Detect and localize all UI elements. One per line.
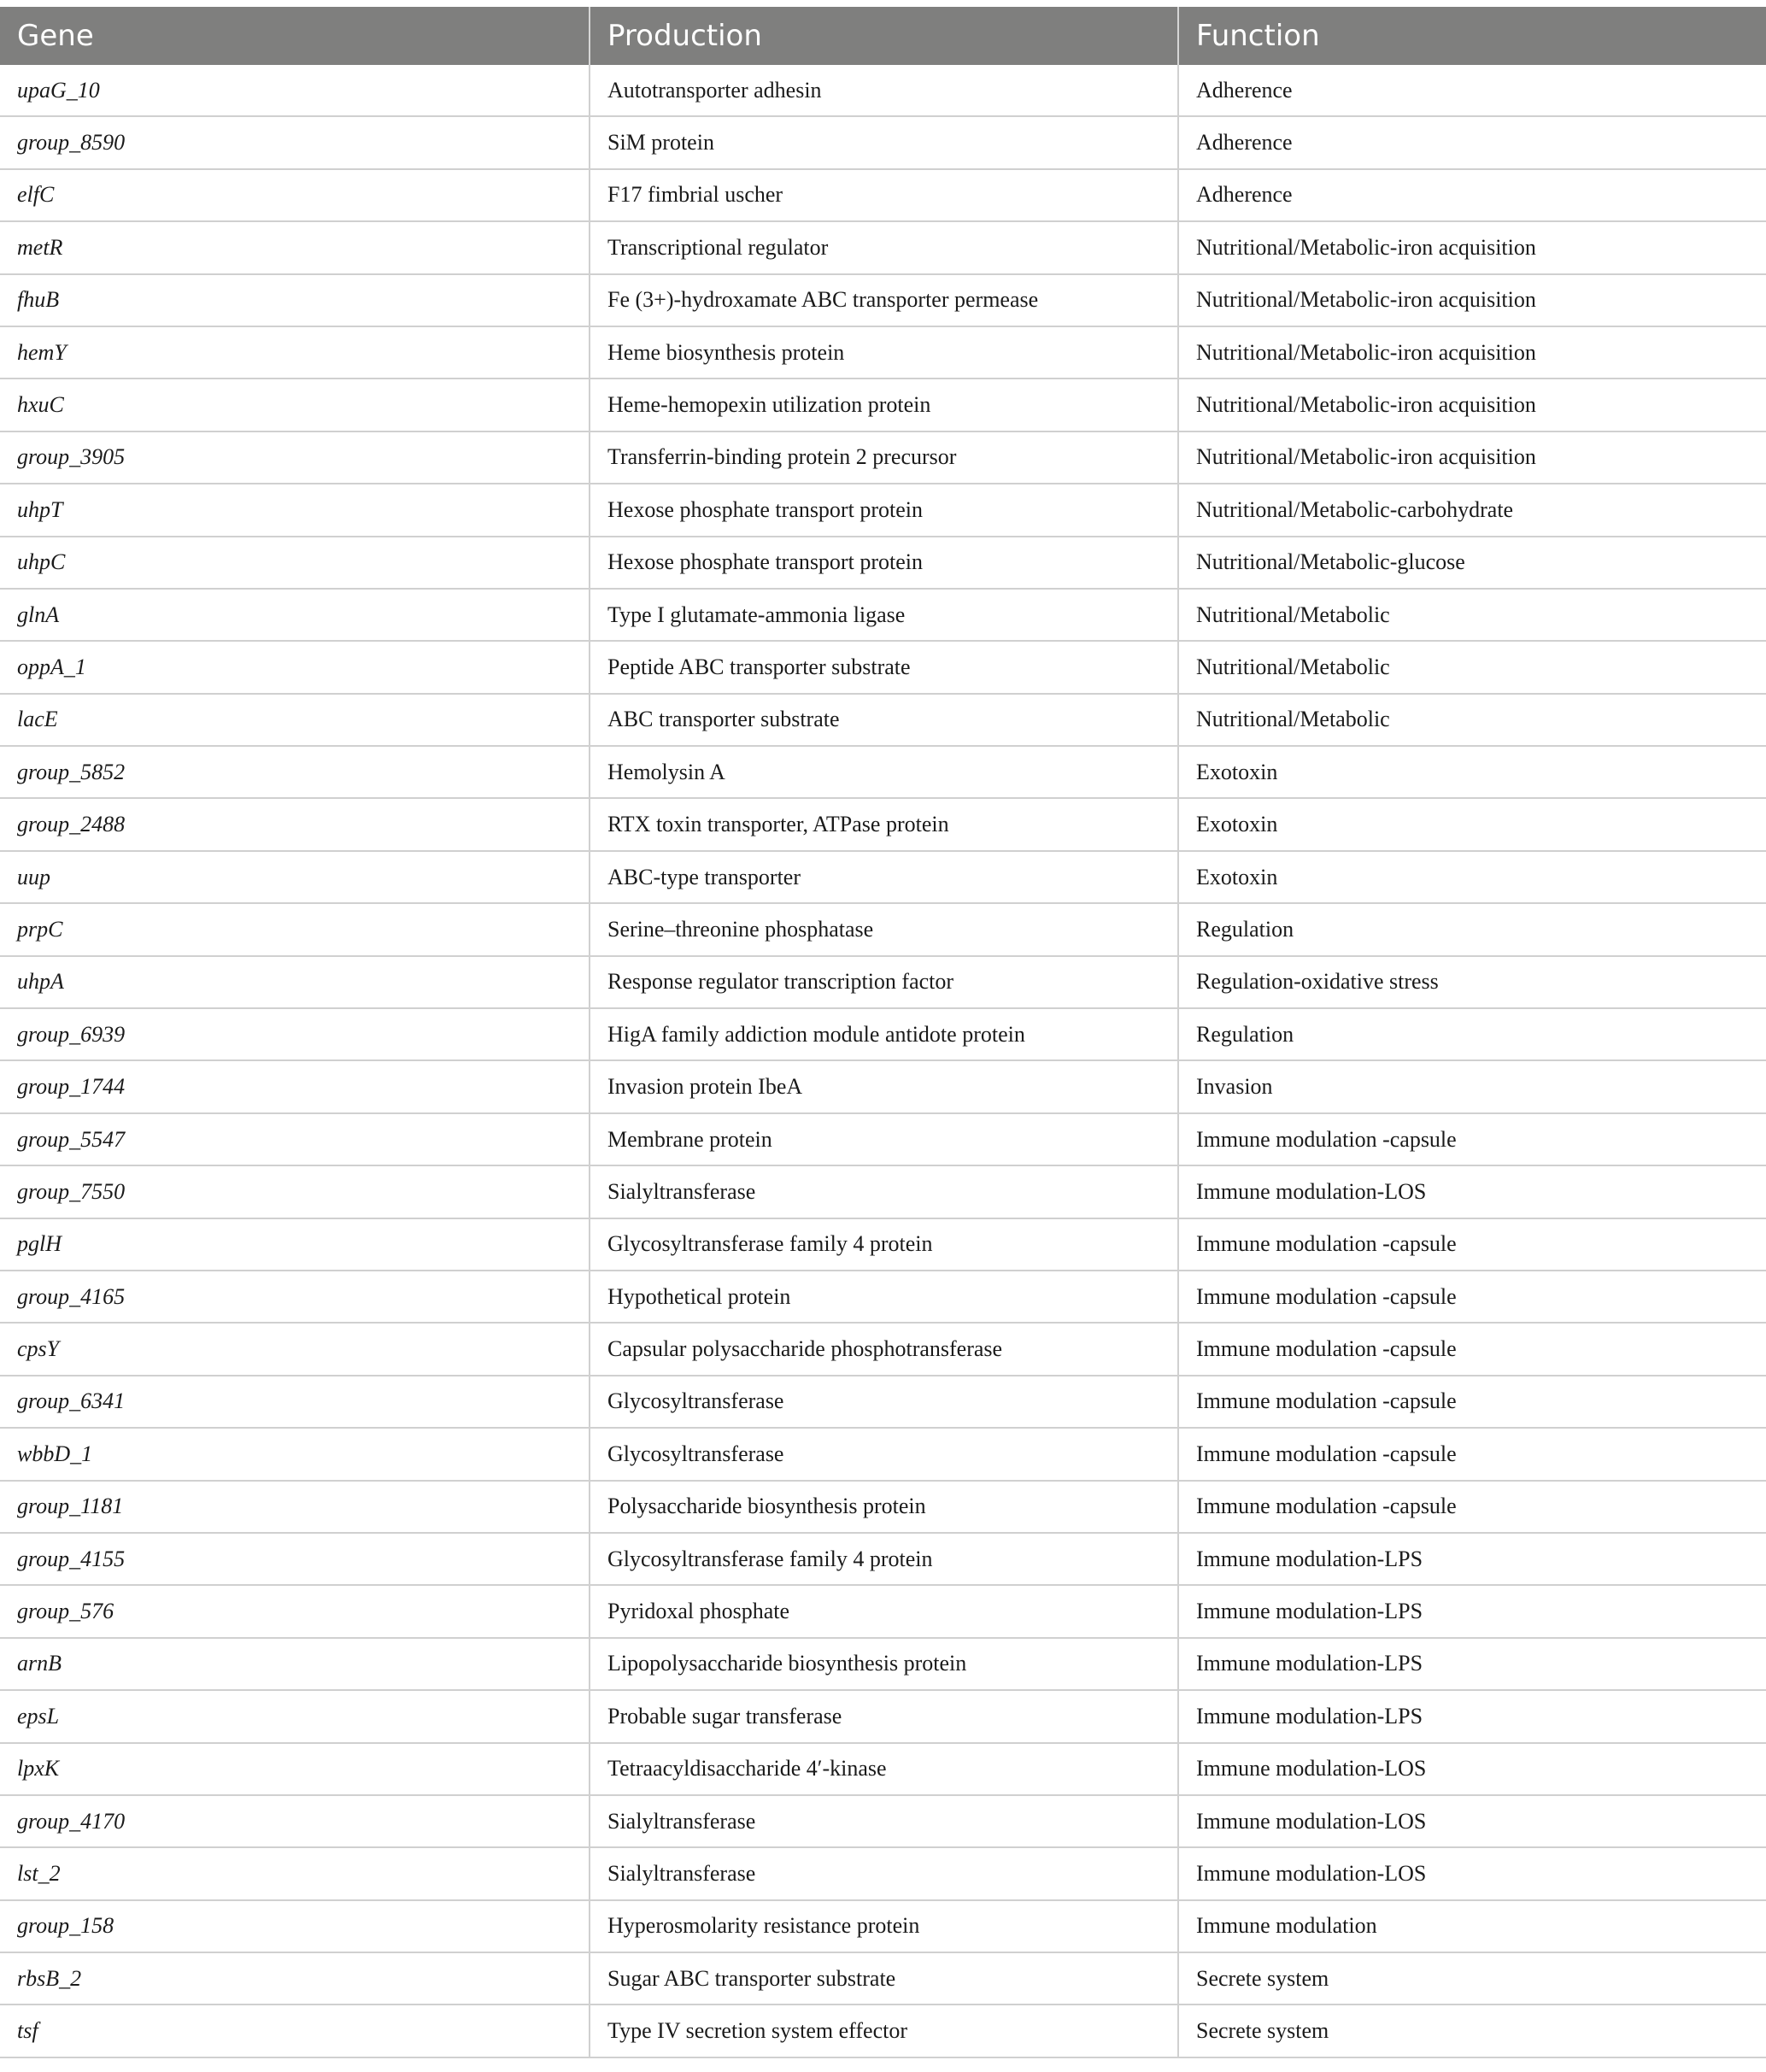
function-cell: Exotoxin bbox=[1178, 798, 1766, 850]
gene-cell: group_5852 bbox=[0, 746, 590, 798]
production-cell: ABC-type transporter bbox=[590, 851, 1178, 903]
gene-cell: uhpT bbox=[0, 484, 590, 536]
gene-cell: uup bbox=[0, 851, 590, 903]
table-row bbox=[0, 798, 1766, 850]
function-cell: Immune modulation -capsule bbox=[1178, 1481, 1766, 1533]
production-cell: Glycosyltransferase bbox=[590, 1428, 1178, 1480]
function-cell: Immune modulation-LOS bbox=[1178, 1795, 1766, 1847]
production-cell: Glycosyltransferase family 4 protein bbox=[590, 1533, 1178, 1585]
production-cell: RTX toxin transporter, ATPase protein bbox=[590, 798, 1178, 850]
gene-cell: group_6341 bbox=[0, 1376, 590, 1428]
gene-cell: epsL bbox=[0, 1690, 590, 1742]
production-cell: Sialyltransferase bbox=[590, 1795, 1178, 1847]
production-cell: Fe (3+)-hydroxamate ABC transporter permease bbox=[590, 274, 1178, 326]
function-cell: Immune modulation -capsule bbox=[1178, 1218, 1766, 1271]
table-row bbox=[0, 1271, 1766, 1323]
table-row bbox=[0, 589, 1766, 641]
production-cell: Sugar ABC transporter substrate bbox=[590, 1952, 1178, 2004]
function-cell: Invasion bbox=[1178, 1060, 1766, 1112]
table-row bbox=[0, 746, 1766, 798]
function-cell: Secrete system bbox=[1178, 1952, 1766, 2004]
function-cell: Regulation-oxidative stress bbox=[1178, 956, 1766, 1008]
function-cell: Immune modulation-LOS bbox=[1178, 1743, 1766, 1795]
gene-cell: lpxK bbox=[0, 1743, 590, 1795]
production-cell: Serine–threonine phosphatase bbox=[590, 903, 1178, 955]
function-cell: Nutritional/Metabolic bbox=[1178, 589, 1766, 641]
gene-cell: fhuB bbox=[0, 274, 590, 326]
production-cell: Transferrin-binding protein 2 precursor bbox=[590, 431, 1178, 484]
function-cell: Immune modulation bbox=[1178, 1900, 1766, 1952]
header-row bbox=[0, 7, 1766, 65]
table-row bbox=[0, 694, 1766, 746]
table-row bbox=[0, 537, 1766, 589]
production-cell: Response regulator transcription factor bbox=[590, 956, 1178, 1008]
function-cell: Immune modulation -capsule bbox=[1178, 1271, 1766, 1323]
gene-cell: group_4170 bbox=[0, 1795, 590, 1847]
table-row bbox=[0, 641, 1766, 693]
production-cell: Hypothetical protein bbox=[590, 1271, 1178, 1323]
table-row bbox=[0, 1113, 1766, 1165]
function-cell: Immune modulation-LPS bbox=[1178, 1585, 1766, 1637]
function-cell: Immune modulation -capsule bbox=[1178, 1113, 1766, 1165]
header-gene: Gene bbox=[0, 7, 590, 65]
gene-cell: group_2488 bbox=[0, 798, 590, 850]
production-cell: Polysaccharide biosynthesis protein bbox=[590, 1481, 1178, 1533]
table-row bbox=[0, 1533, 1766, 1585]
table-row bbox=[0, 65, 1766, 116]
gene-cell: group_7550 bbox=[0, 1165, 590, 1218]
production-cell: HigA family addiction module antidote protein bbox=[590, 1008, 1178, 1060]
table-row bbox=[0, 326, 1766, 379]
table-row bbox=[0, 379, 1766, 431]
table-body bbox=[0, 65, 1766, 2057]
gene-cell: group_4155 bbox=[0, 1533, 590, 1585]
production-cell: Sialyltransferase bbox=[590, 1847, 1178, 1899]
gene-table bbox=[0, 7, 1766, 2058]
function-cell: Immune modulation-LPS bbox=[1178, 1690, 1766, 1742]
table-row bbox=[0, 956, 1766, 1008]
production-cell: Glycosyltransferase family 4 protein bbox=[590, 1218, 1178, 1271]
table-row bbox=[0, 1060, 1766, 1112]
production-cell: SiM protein bbox=[590, 116, 1178, 168]
gene-cell: uhpA bbox=[0, 956, 590, 1008]
table-row bbox=[0, 903, 1766, 955]
function-cell: Immune modulation-LOS bbox=[1178, 1847, 1766, 1899]
table-row bbox=[0, 851, 1766, 903]
table-row bbox=[0, 1900, 1766, 1952]
table-row bbox=[0, 274, 1766, 326]
function-cell: Nutritional/Metabolic-iron acquisition bbox=[1178, 379, 1766, 431]
gene-cell: group_576 bbox=[0, 1585, 590, 1637]
function-cell: Regulation bbox=[1178, 1008, 1766, 1060]
gene-cell: upaG_10 bbox=[0, 65, 590, 116]
gene-cell: tsf bbox=[0, 2004, 590, 2057]
gene-cell: lacE bbox=[0, 694, 590, 746]
gene-cell: glnA bbox=[0, 589, 590, 641]
production-cell: Transcriptional regulator bbox=[590, 221, 1178, 273]
table-row bbox=[0, 1690, 1766, 1742]
table-row bbox=[0, 1481, 1766, 1533]
function-cell: Nutritional/Metabolic bbox=[1178, 694, 1766, 746]
table-row bbox=[0, 1165, 1766, 1218]
production-cell: Tetraacyldisaccharide 4′-kinase bbox=[590, 1743, 1178, 1795]
gene-cell: elfC bbox=[0, 169, 590, 221]
gene-cell: prpC bbox=[0, 903, 590, 955]
gene-cell: wbbD_1 bbox=[0, 1428, 590, 1480]
function-cell: Immune modulation-LPS bbox=[1178, 1638, 1766, 1690]
header-production: Production bbox=[590, 7, 1178, 65]
header-function: Function bbox=[1178, 7, 1766, 65]
gene-cell: group_6939 bbox=[0, 1008, 590, 1060]
function-cell: Adherence bbox=[1178, 169, 1766, 221]
function-cell: Nutritional/Metabolic-iron acquisition bbox=[1178, 274, 1766, 326]
production-cell: Heme-hemopexin utilization protein bbox=[590, 379, 1178, 431]
function-cell: Secrete system bbox=[1178, 2004, 1766, 2057]
gene-cell: group_1181 bbox=[0, 1481, 590, 1533]
function-cell: Immune modulation-LOS bbox=[1178, 1165, 1766, 1218]
production-cell: Sialyltransferase bbox=[590, 1165, 1178, 1218]
table-row bbox=[0, 1008, 1766, 1060]
table-row bbox=[0, 221, 1766, 273]
production-cell: Membrane protein bbox=[590, 1113, 1178, 1165]
function-cell: Immune modulation-LPS bbox=[1178, 1533, 1766, 1585]
gene-cell: uhpC bbox=[0, 537, 590, 589]
function-cell: Regulation bbox=[1178, 903, 1766, 955]
gene-cell: group_4165 bbox=[0, 1271, 590, 1323]
function-cell: Immune modulation -capsule bbox=[1178, 1376, 1766, 1428]
gene-table-container bbox=[0, 7, 1766, 2058]
production-cell: Capsular polysaccharide phosphotransferase bbox=[590, 1323, 1178, 1375]
production-cell: Invasion protein IbeA bbox=[590, 1060, 1178, 1112]
table-row bbox=[0, 1376, 1766, 1428]
table-row bbox=[0, 1323, 1766, 1375]
production-cell: Pyridoxal phosphate bbox=[590, 1585, 1178, 1637]
function-cell: Immune modulation -capsule bbox=[1178, 1428, 1766, 1480]
table-row bbox=[0, 2004, 1766, 2057]
gene-cell: pglH bbox=[0, 1218, 590, 1271]
gene-cell: group_8590 bbox=[0, 116, 590, 168]
table-row bbox=[0, 1428, 1766, 1480]
gene-cell: group_158 bbox=[0, 1900, 590, 1952]
table-row bbox=[0, 1218, 1766, 1271]
gene-cell: group_1744 bbox=[0, 1060, 590, 1112]
production-cell: Glycosyltransferase bbox=[590, 1376, 1178, 1428]
function-cell: Immune modulation -capsule bbox=[1178, 1323, 1766, 1375]
gene-cell: oppA_1 bbox=[0, 641, 590, 693]
production-cell: Type IV secretion system effector bbox=[590, 2004, 1178, 2057]
gene-cell: metR bbox=[0, 221, 590, 273]
production-cell: Heme biosynthesis protein bbox=[590, 326, 1178, 379]
function-cell: Nutritional/Metabolic-carbohydrate bbox=[1178, 484, 1766, 536]
production-cell: Hexose phosphate transport protein bbox=[590, 537, 1178, 589]
function-cell: Nutritional/Metabolic-iron acquisition bbox=[1178, 326, 1766, 379]
table-row bbox=[0, 1743, 1766, 1795]
gene-cell: group_5547 bbox=[0, 1113, 590, 1165]
table-row bbox=[0, 1847, 1766, 1899]
table-row bbox=[0, 116, 1766, 168]
table-row bbox=[0, 431, 1766, 484]
gene-cell: group_3905 bbox=[0, 431, 590, 484]
gene-cell: rbsB_2 bbox=[0, 1952, 590, 2004]
production-cell: Lipopolysaccharide biosynthesis protein bbox=[590, 1638, 1178, 1690]
gene-cell: hemY bbox=[0, 326, 590, 379]
function-cell: Nutritional/Metabolic-iron acquisition bbox=[1178, 431, 1766, 484]
gene-cell: cpsY bbox=[0, 1323, 590, 1375]
function-cell: Adherence bbox=[1178, 116, 1766, 168]
table-row bbox=[0, 1638, 1766, 1690]
gene-cell: lst_2 bbox=[0, 1847, 590, 1899]
function-cell: Exotoxin bbox=[1178, 851, 1766, 903]
function-cell: Nutritional/Metabolic bbox=[1178, 641, 1766, 693]
production-cell: Probable sugar transferase bbox=[590, 1690, 1178, 1742]
production-cell: Type I glutamate-ammonia ligase bbox=[590, 589, 1178, 641]
table-row bbox=[0, 484, 1766, 536]
gene-cell: hxuC bbox=[0, 379, 590, 431]
function-cell: Nutritional/Metabolic-iron acquisition bbox=[1178, 221, 1766, 273]
table-row bbox=[0, 1952, 1766, 2004]
production-cell: Peptide ABC transporter substrate bbox=[590, 641, 1178, 693]
table-row bbox=[0, 1585, 1766, 1637]
production-cell: F17 fimbrial uscher bbox=[590, 169, 1178, 221]
production-cell: Hyperosmolarity resistance protein bbox=[590, 1900, 1178, 1952]
table-row bbox=[0, 1795, 1766, 1847]
function-cell: Adherence bbox=[1178, 65, 1766, 116]
production-cell: Hemolysin A bbox=[590, 746, 1178, 798]
table-row bbox=[0, 169, 1766, 221]
function-cell: Nutritional/Metabolic-glucose bbox=[1178, 537, 1766, 589]
function-cell: Exotoxin bbox=[1178, 746, 1766, 798]
production-cell: Hexose phosphate transport protein bbox=[590, 484, 1178, 536]
table-header bbox=[0, 7, 1766, 65]
production-cell: Autotransporter adhesin bbox=[590, 65, 1178, 116]
gene-cell: arnB bbox=[0, 1638, 590, 1690]
production-cell: ABC transporter substrate bbox=[590, 694, 1178, 746]
